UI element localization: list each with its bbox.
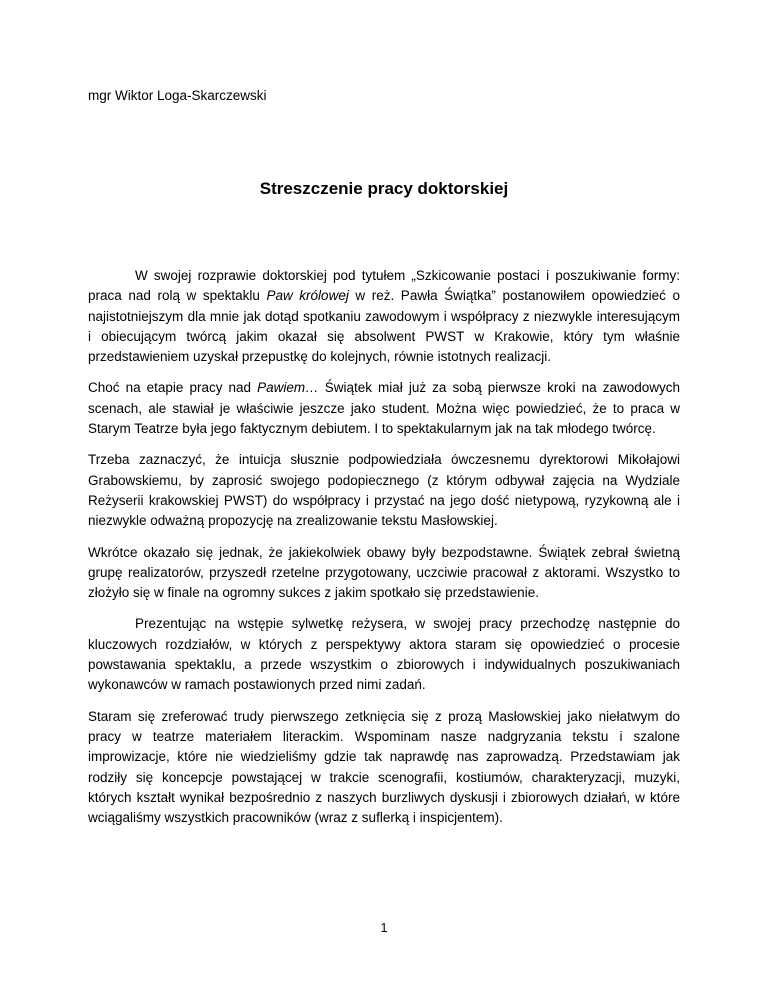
document-body (88, 266, 680, 839)
paragraph-text: w reż. Pawła Świątka” postanowiłem opowiedzieć o najistotniejszym dla mnie jak dotąd spotkaniu zawodowym i współpracy z niezwykle interesującym i obiecującym twórcą jakim okazał się absolwent PWST w Krakowie, który tym właśnie przedstawieniem uzyskał przepustkę do kolejnych, równie istotnych realizacji. (88, 288, 680, 365)
paragraph-text: Prezentując na wstępie sylwetkę reżysera, w swojej pracy przechodzę następnie do kluczowych rozdziałów, w których z perspektywy aktora staram się opowiedzieć o procesie powstawania spektaklu, a przede wszystkim o zbiorowych i indywidualnych poszukiwaniach wykonawców w ramach postawionych przed nimi zadań. (88, 616, 680, 693)
italic-title-text: Paw królowej (266, 288, 349, 304)
body-paragraph (88, 266, 680, 367)
author-line: mgr Wiktor Loga-Skarczewski (88, 88, 267, 103)
body-paragraph (88, 707, 680, 829)
body-paragraph (88, 450, 680, 531)
paragraph-text: Wkrótce okazało się jednak, że jakiekolwiek obawy były bezpodstawne. Świątek zebrał świetną grupę realizatorów, przyszedł rzetelne przygotowany, uczciwie pracował z aktorami. Wszystko to złożyło się w finale na ogromny sukces z jakim spotkało się przedstawienie. (88, 544, 680, 601)
paragraph-text: Świątek miał już za sobą pierwsze kroki na zawodowych scenach, ale stawiał je właściwie jeszcze jako student. Można więc powiedzieć, że to praca w Starym Teatrze była jego faktycznym debiutem. I to spektakularnym jak na tak młodego twórcę. (88, 380, 680, 437)
paragraph-text: Trzeba zaznaczyć, że intuicja słusznie podpowiedziała ówczesnemu dyrektorowi Mikołajowi Grabowskiemu, by zaprosić swojego podopiecznego (z którym odbywał zajęcia na Wydziale Reżyserii krakowskiej PWST) do współpracy i przystać na jego dość nietypową, ryzykowną ale i niezwykle odważną propozycję na zrealizowanie tekstu Masłowskiej. (88, 452, 680, 529)
body-paragraph (88, 614, 680, 695)
body-paragraph (88, 543, 680, 604)
document-title: Streszczenie pracy doktorskiej (259, 179, 509, 198)
paragraph-text: Choć na etapie pracy nad (88, 380, 258, 396)
page-number: 1 (380, 921, 388, 935)
italic-title-text: Pawiem… (257, 380, 319, 396)
paragraph-text: Staram się zreferować trudy pierwszego zetknięcia się z prozą Masłowskiej jako niełatwym do pracy w teatrze materiałem literackim. Wspominam nasze nadgryzania tekstu i szalone improwizacje, które nie wiedzieliśmy gdzie tak naprawdę nas zaprowadzą. Przedstawiam jak rodziły się koncepcje powstającej w trakcie scenografii, kostiumów, charakteryzacji, muzyki, których kształt wynikał bezpośrednio z naszych burzliwych dyskusji i zbiorowych działań, w które wciągaliśmy wszystkich pracowników (wraz z suflerką i inspicjentem). (88, 708, 680, 826)
paragraph-text: W swojej rozprawie doktorskiej pod tytułem „Szkicowanie postaci i poszukiwanie formy: praca nad rolą w spektaklu (88, 268, 680, 304)
body-paragraph (88, 378, 680, 439)
